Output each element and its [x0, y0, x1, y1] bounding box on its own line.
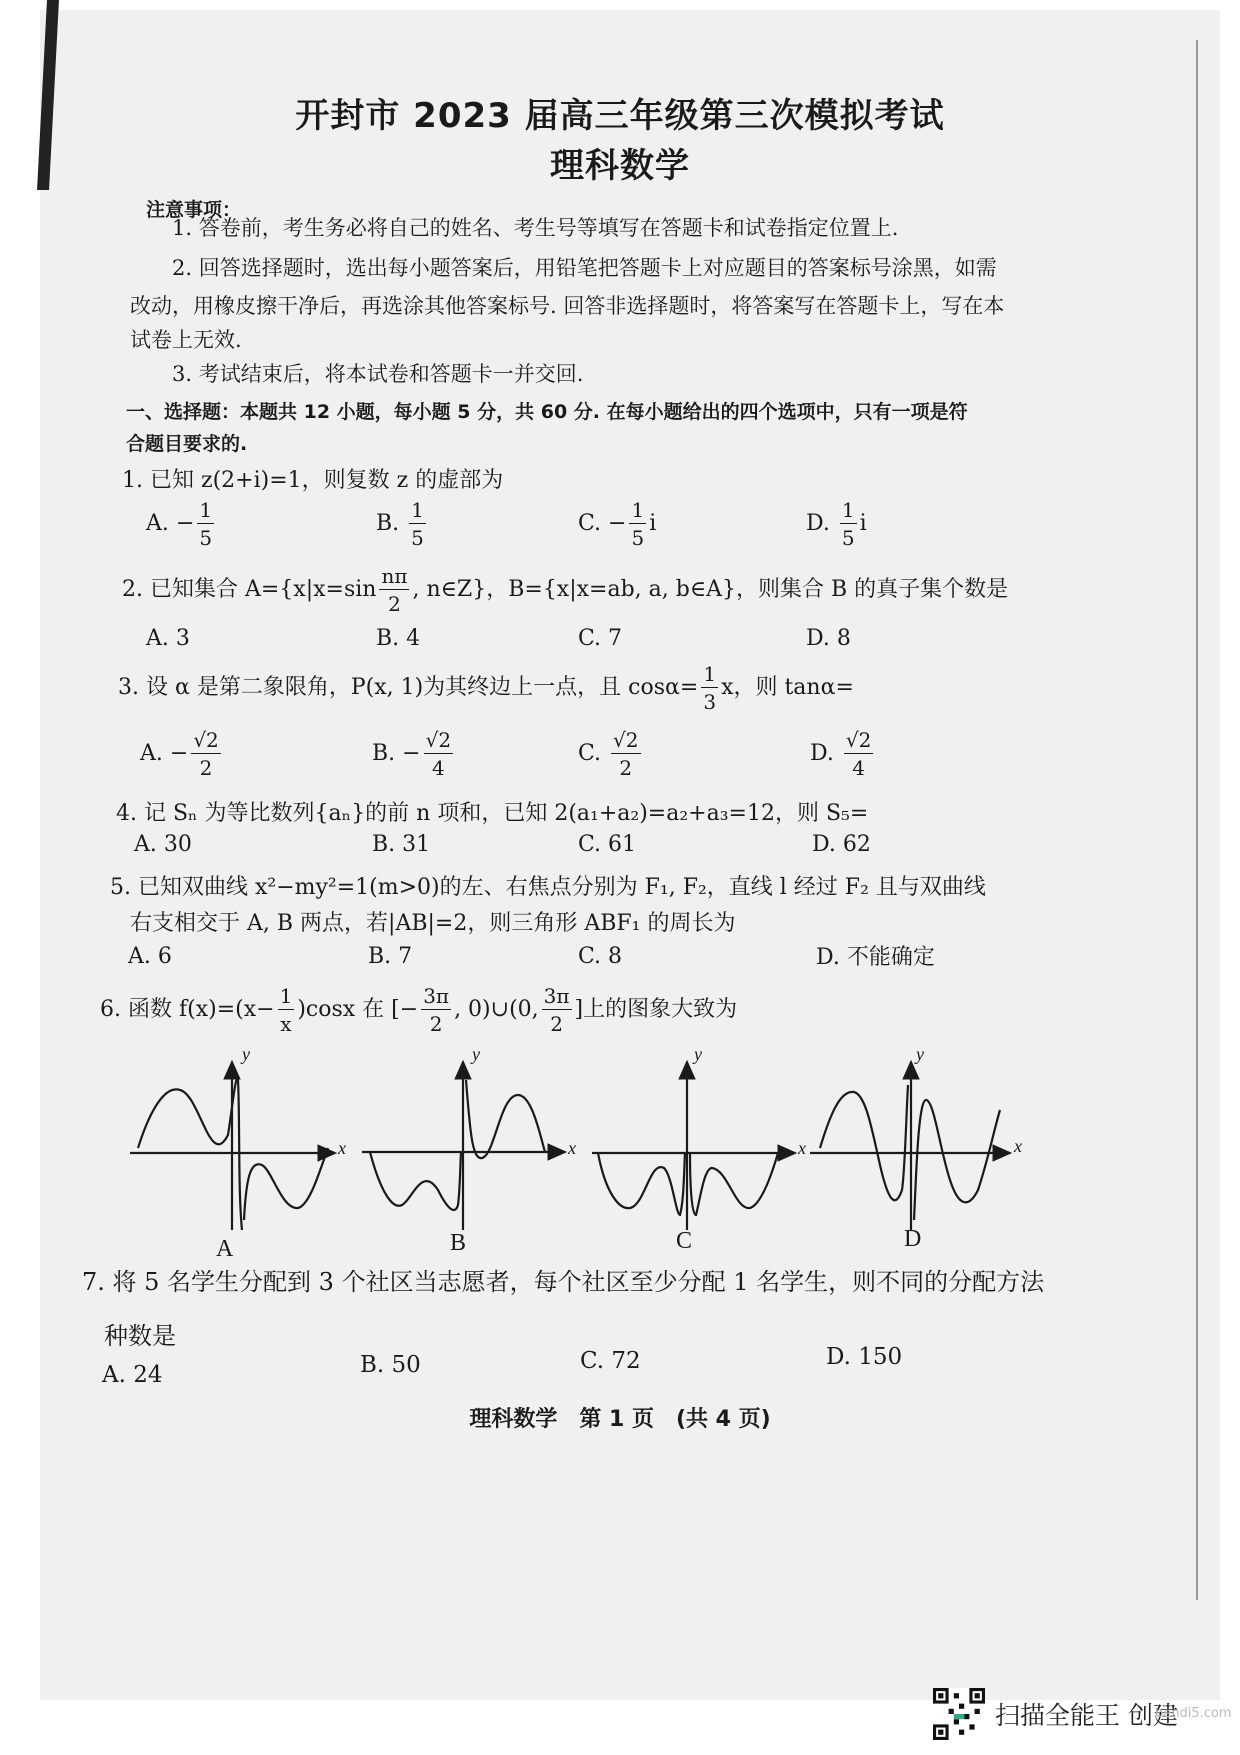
graph-d [810, 1062, 1010, 1230]
section-heading-cont: 合题目要求的. [126, 433, 248, 455]
q7-option-d: D. 150 [826, 1344, 903, 1370]
q3-option-d: D. $\frac{√2}{4}$ [810, 728, 872, 780]
question-5-stem-cont: 右支相交于 A, B 两点，若|AB|=2，则三角形 ABF₁ 的周长为 [130, 911, 736, 936]
q4-option-d: D. 62 [812, 832, 871, 857]
q7-option-a: A. 24 [102, 1362, 163, 1388]
graph-d-x-label: x [1014, 1136, 1022, 1156]
question-3-stem: 3. 设 α 是第二象限角，P(x, 1)为其终边上一点，且 cosα= $\frac{1}{3}$ x，则 tanα= [118, 662, 854, 714]
paper-edge-line [1196, 40, 1198, 1600]
page-footer: 理科数学 第 1 页 (共 4 页) [469, 1407, 771, 1432]
question-6-stem: 6. 函数 f(x)=(x− $\frac{1}{x}$ )cosx 在 [− $\frac{3\pi}{2}$ , 0)∪(0, $\frac{3\pi}{2}$ ]上的图象大致为 [100, 984, 738, 1036]
question-7-stem: 7. 将 5 名学生分配到 3 个社区当志愿者，每个社区至少分配 1 名学生，则不同的分配方法 [82, 1268, 1045, 1296]
graph-b-x-label: x [568, 1138, 576, 1158]
q2-option-c: C. 7 [578, 626, 623, 651]
q3-option-a: A. − $\frac{√2}{2}$ [140, 728, 219, 780]
graph-c-label: C [676, 1228, 693, 1254]
graph-d-label: D [904, 1226, 922, 1252]
q1-option-c: C. − $\frac{1}{5}$ i [578, 498, 657, 550]
q1-option-b: B. $\frac{1}{5}$ [376, 498, 424, 550]
question-4-stem: 4. 记 Sₙ 为等比数列{aₙ}的前 n 项和，已知 2(a₁+a₂)=a₂+a₃=12，则 S₅= [116, 801, 869, 826]
note-item: 改动，用橡皮擦干净后，再选涂其他答案标号. 回答非选择题时，将答案写在答题卡上，写在本 [130, 294, 1005, 318]
question-2-stem: 2. 已知集合 A={x|x=sin $\frac{n\pi}{2}$ , n∈Z}，B={x|x=ab, a, b∈A}，则集合 B 的真子集个数是 [122, 564, 1009, 616]
q2-option-b: B. 4 [376, 626, 421, 651]
q5-option-a: A. 6 [128, 944, 172, 969]
graph-b-label: B [450, 1230, 467, 1256]
q3-option-c: C. $\frac{√2}{2}$ [578, 728, 639, 780]
site-watermark: bendi5.com [1155, 1706, 1232, 1721]
graph-d-y-label: y [916, 1044, 924, 1064]
graph-a-y-label: y [242, 1044, 250, 1064]
question-1-stem: 1. 已知 z(2+i)=1，则复数 z 的虚部为 [122, 468, 504, 493]
notes-heading: 注意事项： [146, 199, 242, 221]
q5-option-c: C. 8 [578, 944, 623, 969]
note-item: 2. 回答选择题时，选出每小题答案后，用铅笔把答题卡上对应题目的答案标号涂黑，如需 [172, 256, 997, 280]
graph-c [592, 1062, 795, 1230]
graph-c-x-label: x [798, 1138, 806, 1158]
graph-b-y-label: y [472, 1044, 480, 1064]
qr-code-icon [933, 1688, 985, 1740]
note-item: 试卷上无效. [130, 328, 242, 352]
question-5-stem: 5. 已知双曲线 x²−my²=1(m>0)的左、右焦点分别为 F₁, F₂，直线 l 经过 F₂ 且与双曲线 [110, 875, 986, 900]
graph-c-y-label: y [694, 1044, 702, 1064]
q5-option-b: B. 7 [368, 944, 413, 969]
q7-option-c: C. 72 [580, 1348, 641, 1374]
section-heading: 一、选择题：本题共 12 小题，每小题 5 分，共 60 分. 在每小题给出的四个选项中，只有一项是符 [126, 401, 968, 423]
note-item: 1. 答卷前，考生务必将自己的姓名、考生号等填写在答题卡和试卷指定位置上. [172, 216, 899, 240]
q4-option-b: B. 31 [372, 832, 431, 857]
q5-option-d: D. 不能确定 [816, 945, 935, 970]
question-7-stem-cont: 种数是 [104, 1322, 176, 1350]
q2-option-d: D. 8 [806, 626, 851, 651]
note-item: 3. 考试结束后，将本试卷和答题卡一并交回. [172, 362, 584, 386]
graph-a [130, 1062, 335, 1230]
q1-option-d: D. $\frac{1}{5}$ i [806, 498, 867, 550]
q4-option-c: C. 61 [578, 832, 637, 857]
q4-option-a: A. 30 [134, 832, 192, 857]
exam-subject: 理科数学 [550, 146, 690, 186]
scanner-credit: 扫描全能王 创建 [995, 1701, 1178, 1730]
q2-option-a: A. 3 [146, 626, 190, 651]
graph-a-x-label: x [338, 1138, 346, 1158]
exam-title: 开封市 2023 届高三年级第三次模拟考试 [295, 96, 945, 136]
graph-a-label: A [216, 1236, 234, 1262]
q7-option-b: B. 50 [360, 1352, 421, 1378]
q1-option-a: A. − $\frac{1}{5}$ [146, 498, 213, 550]
q3-option-b: B. − $\frac{√2}{4}$ [372, 728, 452, 780]
graph-b [362, 1062, 565, 1230]
q6-graphs [0, 1040, 1240, 1270]
